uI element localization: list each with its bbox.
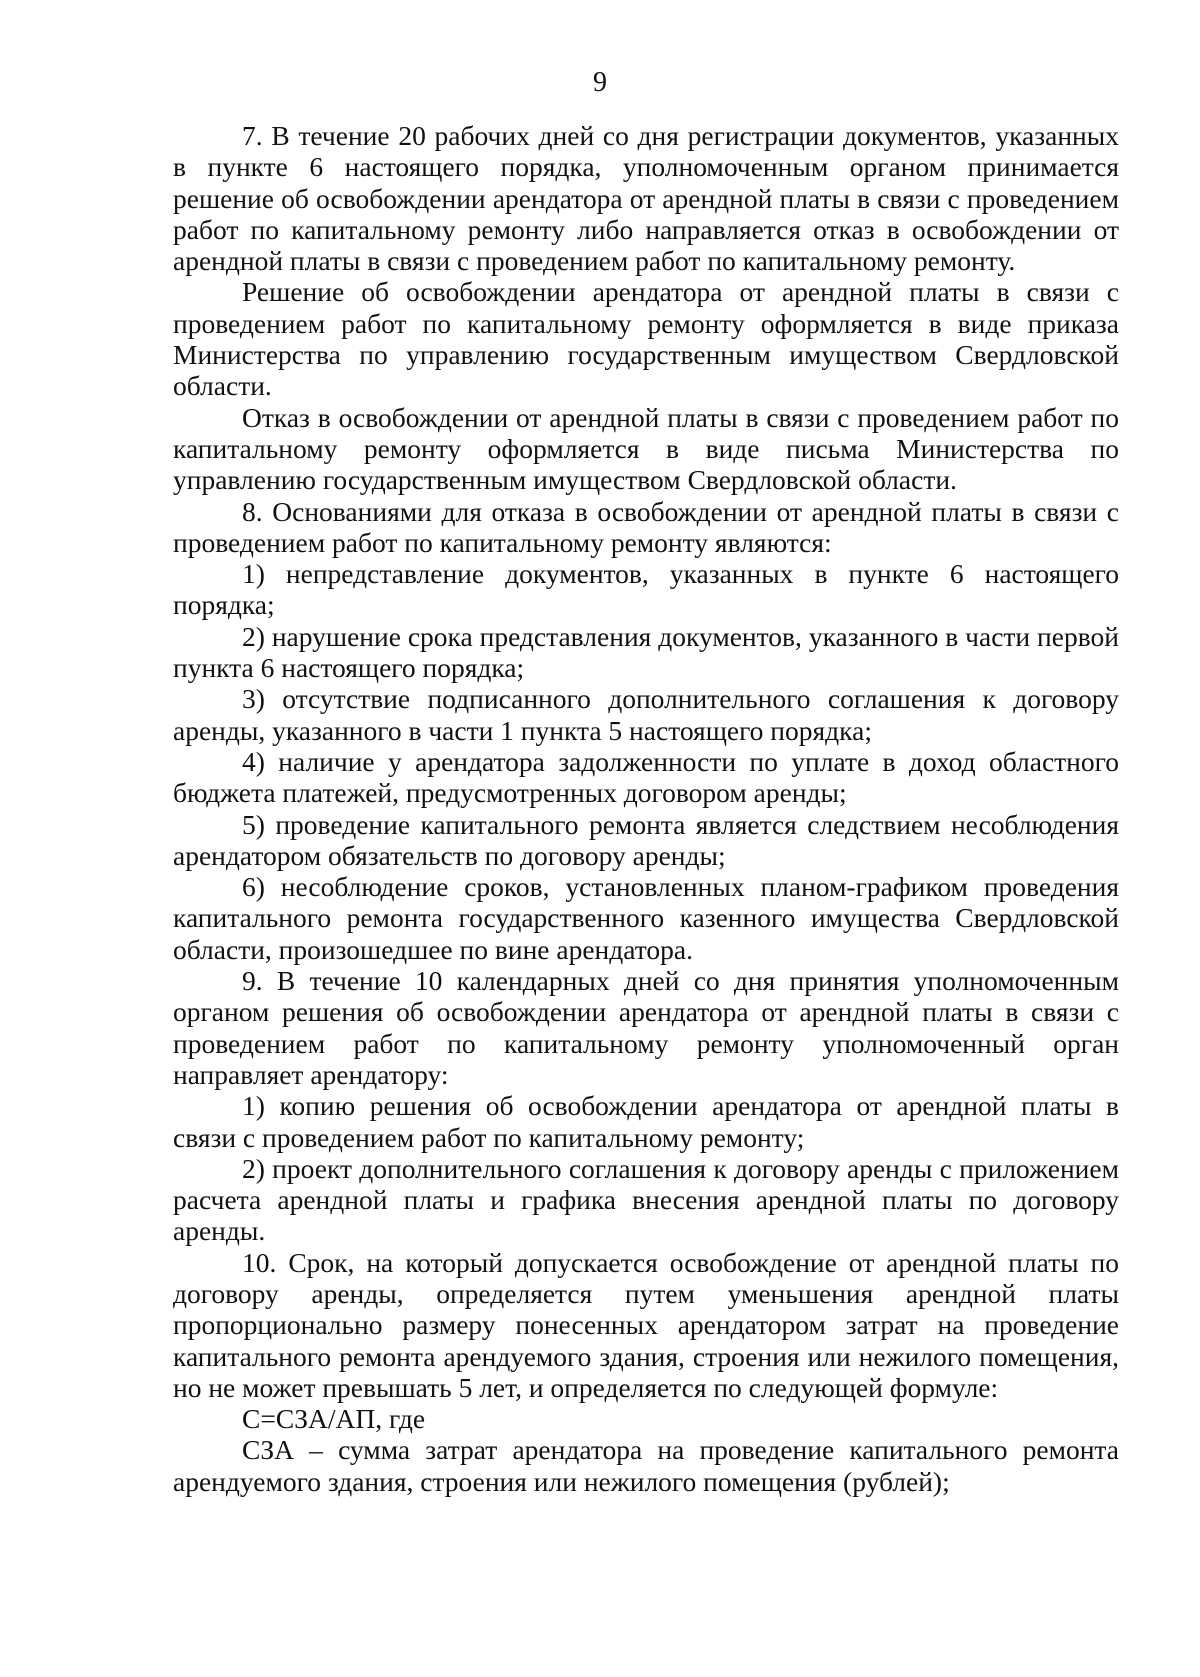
paragraph-9: 9. В течение 10 календарных дней со дня принятия уполномоченным органом решения об освобождении арендатора от арендной платы в связи с проведением работ по капитальному ремонту уполномоченный орган направляет арендатору:	[173, 965, 1119, 1090]
list-item-9-2: 2) проект дополнительного соглашения к договору аренды с приложением расчета арендной платы и графика внесения арендной платы по договору аренды.	[173, 1152, 1119, 1247]
document-body	[173, 120, 1119, 1497]
formula-definition-sza: СЗА – сумма затрат арендатора на проведение капитального ремонта арендуемого здания, строения или нежилого помещения (рублей);	[173, 1434, 1119, 1497]
formula: С=СЗА/АП, где	[242, 1403, 426, 1435]
paragraph-7: 7. В течение 20 рабочих дней со дня регистрации документов, указанных в пункте 6 настоящего порядка, уполномоченным органом принимается решение об освобождении арендатора от арендной платы в связи с проведением работ по капитальному ремонту либо направляется отказ в освобождении от арендной платы в связи с проведением работ по капитальному ремонту.	[173, 120, 1119, 277]
list-item-8-6: 6) несоблюдение сроков, установленных планом-графиком проведения капитального ремонта государственного казенного имущества Свердловской области, произошедшее по вине арендатора.	[173, 871, 1119, 965]
list-item-9-1: 1) копию решения об освобождении арендатора от арендной платы в связи с проведением работ по капитальному ремонту;	[173, 1090, 1119, 1153]
list-item-8-4: 4) наличие у арендатора задолженности по уплате в доход областного бюджета платежей, предусмотренных договором аренды;	[173, 745, 1119, 809]
paragraph-8: 8. Основаниями для отказа в освобождении от арендной платы в связи с проведением работ по капитальному ремонту являются:	[173, 495, 1119, 558]
paragraph-decision: Решение об освобождении арендатора от арендной платы в связи с проведением работ по капитальному ремонту оформляется в виде приказа Министерства по управлению государственным имуществом Свердловской области.	[173, 276, 1119, 402]
list-item-8-2: 2) нарушение срока представления документов, указанного в части первой пункта 6 настоящего порядка;	[173, 620, 1119, 684]
list-item-8-5: 5) проведение капитального ремонта является следствием несоблюдения арендатором обязательств по договору аренды;	[173, 808, 1119, 871]
list-item-8-1: 1) непредставление документов, указанных в пункте 6 настоящего порядка;	[173, 558, 1119, 621]
list-item-8-3: 3) отсутствие подписанного дополнительного соглашения к договору аренды, указанного в части 1 пункта 5 настоящего порядка;	[173, 683, 1119, 746]
paragraph-refusal: Отказ в освобождении от арендной платы в связи с проведением работ по капитальному ремонту оформляется в виде письма Министерства по управлению государственным имуществом Свердловской области.	[173, 401, 1119, 496]
paragraph-10: 10. Срок, на который допускается освобождение от арендной платы по договору аренды, определяется путем уменьшения арендной платы пропорционально размеру понесенных арендатором затрат на проведение капитального ремонта арендуемого здания, строения или нежилого помещения, но не может превышать 5 лет, и определяется по следующей формуле:	[173, 1246, 1119, 1403]
page-number: 9	[593, 67, 607, 98]
